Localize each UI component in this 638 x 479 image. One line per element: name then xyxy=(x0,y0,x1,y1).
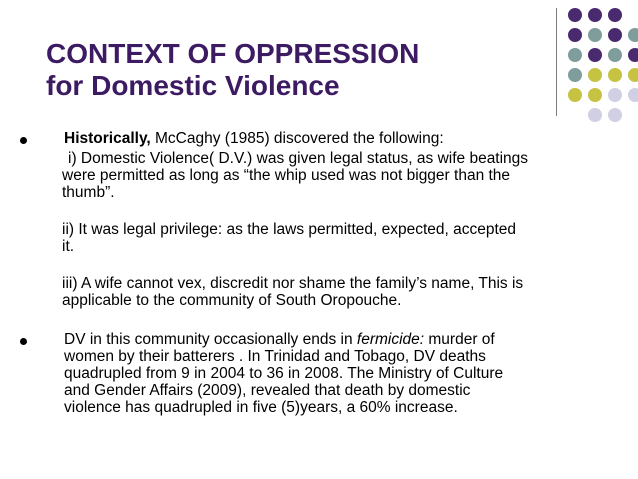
decorative-dot xyxy=(588,68,602,82)
bullet-dv-community xyxy=(20,331,620,416)
decorative-dot xyxy=(588,88,602,102)
bullet-icon xyxy=(20,338,27,345)
slide-body xyxy=(20,130,620,416)
sub-item-i xyxy=(20,150,620,201)
decorative-dot xyxy=(628,68,638,82)
bullet-2-italic-term: fermicide: xyxy=(356,331,425,348)
decorative-dot-grid xyxy=(0,0,638,130)
decorative-dot xyxy=(628,28,638,42)
bullet-1-bold-lead: Historically, xyxy=(64,130,151,147)
bullet-2-line: violence has quadrupled in five (5)years, a 60% increase. xyxy=(64,399,458,416)
bullet-historically xyxy=(20,130,620,147)
bullet-2-line: women by their batterers . In Trinidad and Tobago, DV deaths xyxy=(64,348,486,365)
sub-item-iii-line: applicable to the community of South Oropouche. xyxy=(62,292,402,309)
decorative-dot xyxy=(568,8,582,22)
sub-item-iii xyxy=(20,275,620,309)
decorative-dot xyxy=(608,28,622,42)
decorative-dot xyxy=(588,108,602,122)
decorative-dot xyxy=(568,48,582,62)
decorative-dot xyxy=(568,88,582,102)
decorative-dot xyxy=(608,68,622,82)
sub-item-ii-line: ii) It was legal privilege: as the laws permitted, expected, accepted xyxy=(62,221,517,238)
bullet-1-heading xyxy=(64,130,620,147)
bullet-icon xyxy=(20,137,27,144)
sub-item-ii-line: it. xyxy=(62,238,75,255)
decorative-dot xyxy=(608,108,622,122)
decorative-dot xyxy=(628,48,638,62)
title-line-1: CONTEXT OF OPPRESSION xyxy=(46,38,420,69)
sub-item-i-line: were permitted as long as “the whip used was not bigger than the xyxy=(62,167,511,184)
bullet-2-line xyxy=(64,331,620,348)
decorative-dot xyxy=(568,28,582,42)
decorative-dot xyxy=(588,8,602,22)
decorative-dot xyxy=(588,48,602,62)
decorative-dot xyxy=(608,48,622,62)
bullet-2-line1-post: murder of xyxy=(424,331,495,348)
bullet-1-text: McCaghy (1985) discovered the following: xyxy=(150,130,444,147)
decorative-dot xyxy=(608,8,622,22)
bullet-2-line: and Gender Affairs (2009), revealed that death by domestic xyxy=(64,382,471,399)
sub-item-i-line: thumb”. xyxy=(62,184,115,201)
decorative-dot xyxy=(588,28,602,42)
sub-item-i-line: i) Domestic Violence( D.V.) was given legal status, as wife beatings xyxy=(68,150,529,167)
decorative-dot xyxy=(628,88,638,102)
title-line-2: for Domestic Violence xyxy=(46,70,340,101)
decorative-dot xyxy=(608,88,622,102)
sub-item-ii xyxy=(20,221,620,255)
decorative-dot xyxy=(568,68,582,82)
sub-item-iii-line: iii) A wife cannot vex, discredit nor shame the family’s name, This is xyxy=(62,275,524,292)
bullet-2-line: quadrupled from 9 in 2004 to 36 in 2008. The Ministry of Culture xyxy=(64,365,504,382)
bullet-2-line1-pre: DV in this community occasionally ends in xyxy=(64,331,357,348)
